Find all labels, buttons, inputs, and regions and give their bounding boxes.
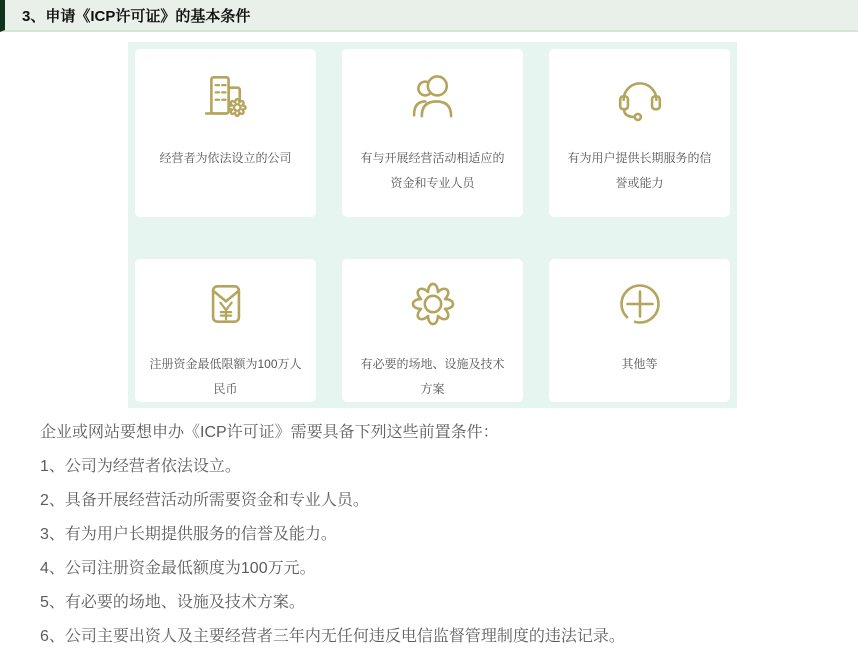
feature-card-company [135, 49, 316, 217]
plus-circle-icon [609, 273, 671, 352]
card-label: 注册资金最低限额为100万人民币 [149, 357, 302, 396]
headset-icon [609, 67, 671, 146]
features-grid [135, 49, 730, 401]
intro-paragraph: 企业或网站要想申办《ICP许可证》需要具备下列这些前置条件： [40, 424, 499, 441]
feature-card-facilities [342, 259, 523, 402]
features-panel [128, 42, 737, 408]
condition-item-5: 5、有必要的场地、设施及技术方案。 [40, 594, 305, 611]
card-label: 有为用户提供长期服务的信誉或能力 [567, 151, 712, 190]
section-title: 3、申请《ICP许可证》的基本条件 [22, 7, 251, 25]
article-body [40, 424, 830, 662]
card-label: 其他等 [621, 357, 658, 371]
money-envelope-icon [195, 273, 257, 352]
feature-card-service [549, 49, 730, 217]
condition-item-2: 2、具备开展经营活动所需要资金和专业人员。 [40, 492, 369, 509]
gear-icon [402, 273, 464, 352]
condition-item-6: 6、公司主要出资人及主要经营者三年内无任何违反电信监督管理制度的违法记录。 [40, 628, 625, 645]
card-label: 有与开展经营活动相适应的资金和专业人员 [360, 151, 505, 190]
feature-card-capital [135, 259, 316, 402]
condition-item-4: 4、公司注册资金最低额度为100万元。 [40, 560, 316, 577]
feature-card-personnel [342, 49, 523, 217]
condition-item-3: 3、有为用户长期提供服务的信誉及能力。 [40, 526, 337, 543]
card-label: 有必要的场地、设施及技术方案 [360, 357, 505, 396]
building-gear-icon [195, 67, 257, 146]
condition-item-1: 1、公司为经营者依法设立。 [40, 458, 241, 475]
section-header [0, 0, 858, 32]
people-icon [402, 67, 464, 146]
card-label: 经营者为依法设立的公司 [159, 151, 292, 165]
feature-card-other [549, 259, 730, 402]
